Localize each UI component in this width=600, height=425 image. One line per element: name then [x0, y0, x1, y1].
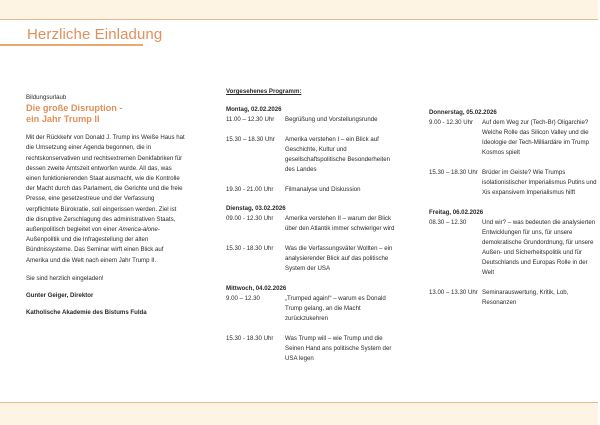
kicker: Bildungsurlaub [26, 94, 67, 101]
day-heading: Donnerstag, 05.02.2026 [429, 109, 497, 116]
intro-body-part-1: Mit der Rückkehr von Donald J. Trump ins Weiße Haus hat die Umsetzung einer Agenda begonnen, die in rechtskonservativen und rechtsextremen Denkfabriken für dessen zweite Amtszeit entworfen wurde. All das, was einen funktionierenden Staat ausmacht, wie die Kontrolle der Macht durch das Parlament, die Gerichte und die freie Presse, eine gesetzestreue und der Verfassung verpflichtete Bürokratie, soll eingerissen werden. Ziel ist die disruptive Zerschlagung des administrativen Staats, außenpolitisch begleitet von einer [26, 134, 185, 234]
description: Seminarauswertung, Kritik, Lob, Resonanzen [482, 288, 569, 306]
time: 15.30 - 18.30 Uhr [226, 334, 274, 342]
time: 9.00 - 12.30 Uhr [429, 119, 474, 127]
day-heading: Mittwoch, 04.02.2026 [226, 284, 287, 292]
time: 09.00 - 12.30 Uhr [226, 215, 274, 223]
header-band [0, 0, 598, 20]
program-item [226, 135, 396, 175]
program-column-1 [226, 87, 396, 364]
time: 9.00 – 12.30 [226, 294, 260, 302]
program-item [226, 244, 396, 274]
intro-body-part-2: Außenpolitik und die Infragestellung der alten Bündnissysteme. Das Seminar wirft einen Blick auf Amerika und die Welt nach einem Jahr Trump II. [26, 236, 164, 264]
time: 08.30 – 12.30 [429, 218, 467, 226]
description: Und wir? – was bedeuten die analysierten Entwicklungen für uns, für unsere demokratische Grundordnung, für unsere Außen- und Sicherheitspolitik und für Deutschlands und Europas Rolle in der Welt [482, 218, 596, 277]
headline-line-1: Die große Disruption - [26, 103, 123, 114]
description: Amerika verstehen II – warum der Blick über den Atlantik immer schwieriger wird [285, 215, 395, 233]
time: 11.00 – 12.30 Uhr [226, 116, 275, 124]
signer: Gunter Geiger, Direktor [26, 292, 94, 300]
program-column-2 [429, 108, 599, 308]
description: Auf dem Weg zur (Tech-Br) Oligarchie? Welche Rolle das Silicon Valley und die Ideologie der Tech-Milliardäre im Trump Kosmos spielt [482, 119, 589, 157]
description: Begrüßung und Vorstellungsrunde [285, 116, 378, 124]
program-item [226, 214, 396, 234]
intro-column [26, 93, 186, 318]
footer-band [0, 402, 598, 425]
headline-line-2: ein Jahr Trump II [26, 114, 100, 125]
program-item [429, 168, 599, 198]
description: Amerika verstehen I – ein Blick auf Geschichte, Kultur und gesellschaftspolitische Besonderheiten des Landes [285, 135, 391, 174]
time: 15.30 – 18.30 Uhr [226, 135, 275, 143]
program-item [226, 115, 396, 125]
program-item [429, 218, 599, 279]
description: Filmanalyse und Diskussion [285, 185, 361, 193]
time: 19.30 - 21.00 Uhr [226, 185, 274, 193]
program-item [226, 294, 396, 324]
title-underline [0, 44, 143, 46]
description: „Trumped again!“ – warum es Donald Trump gelang, an die Macht zurückzukehren [285, 294, 386, 323]
program-heading: Vorgesehenes Programm: [226, 88, 302, 95]
intro-body-italic: America-alone- [118, 226, 160, 234]
description: Was Trump will – wie Trump und die Seinen Hand ans politische System der USA legen [285, 334, 392, 362]
program-item [429, 118, 599, 158]
intro-body [26, 133, 186, 266]
institution: Katholische Akademie des Bistums Fulda [26, 309, 147, 317]
description: Was die Verfassungsväter Wollten – ein analysierender Blick auf das politische System der USA [285, 245, 393, 273]
description: Brüder im Geiste? Wie Trumps isolationistischer Imperialismus Putins und Xis expansivem Imperialismus hilft [482, 168, 597, 197]
day-heading: Montag, 02.02.2026 [226, 106, 282, 114]
invitation-text: Sie sind herzlich eingeladen! [26, 274, 104, 282]
program-item [429, 288, 599, 308]
program-item [226, 334, 396, 364]
program-item [226, 185, 396, 195]
time: 15.30 - 18.30 Uhr [226, 245, 274, 253]
page-title: Herzliche Einladung [27, 26, 163, 43]
day-heading: Dienstag, 03.02.2026 [226, 205, 286, 213]
time: 13.00 – 13.30 Uhr [429, 288, 478, 296]
time: 15.30 – 18.30 Uhr [429, 168, 478, 176]
day-heading: Freitag, 06.02.2026 [429, 208, 484, 216]
